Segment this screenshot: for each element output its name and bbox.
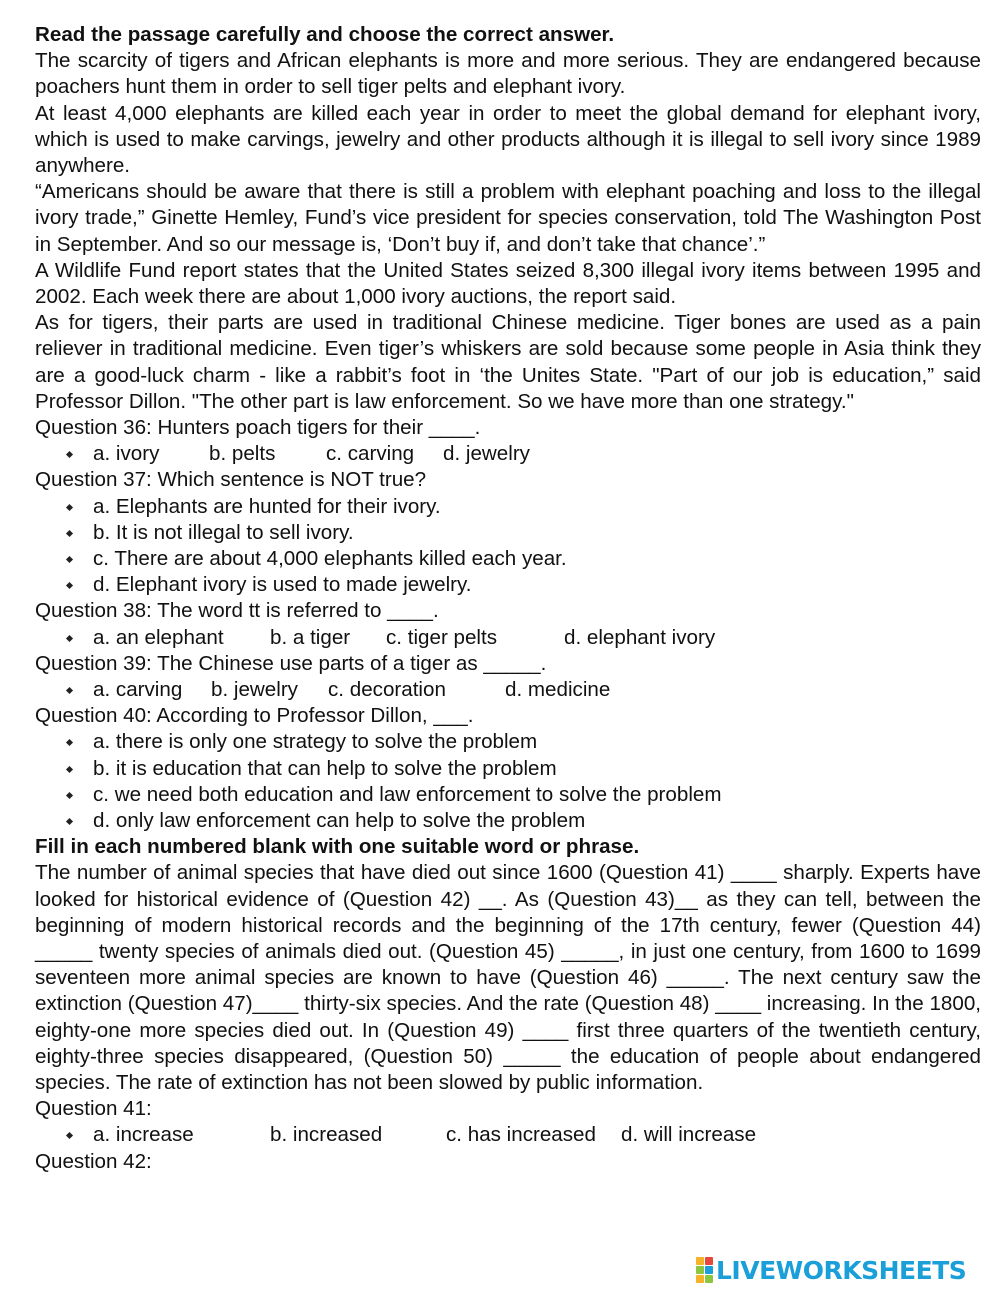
question-37: Question 37: Which sentence is NOT true? — [35, 468, 427, 492]
cloze-passage: The number of animal species that have died out since 1600 (Question 41) ____ sharply. Experts have looked for historical evidence of (Question 42) __. As (Question 43)__ as they can tell, between the beginning of modern historical records and the beginning of the 17th century, fewer (Question 44) _____ twenty species of animals died out. (Question 45) _____, in just one century, from 1600 to 1699 seventeen more animal species are known to have (Question 46) _____. The next century saw the extinction (Question 47)____ thirty-six species. And the rate (Question 48) ____ increasing. In the 1800, eighty-one more species died out. In (Question 49) ____ first three quarters of the twentieth century, eighty-three species disappeared, (Question 50) _____ the education of people about endangered species. The rate of extinction has not been slowed by public information. — [35, 861, 981, 1094]
option-a[interactable]: a. carving — [93, 677, 183, 701]
option-b[interactable]: b. it is education that can help to solve the problem — [35, 756, 981, 782]
option-b[interactable]: b. jewelry — [211, 677, 298, 701]
question-39: Question 39: The Chinese use parts of a tiger as _____. — [35, 651, 547, 675]
question-38: Question 38: The word tt is referred to ____. — [35, 599, 439, 623]
option-a[interactable]: a. there is only one strategy to solve the problem — [35, 729, 981, 755]
option-c[interactable]: c. we need both education and law enforcement to solve the problem — [35, 782, 981, 808]
question-40-options — [35, 729, 981, 834]
question-42: Question 42: — [35, 1149, 152, 1173]
question-41-options — [35, 1122, 981, 1148]
question-36-option-row[interactable] — [35, 441, 981, 467]
question-39-options — [35, 677, 981, 703]
option-d[interactable]: d. only law enforcement can help to solve the problem — [35, 808, 981, 834]
option-c[interactable]: c. decoration — [328, 677, 446, 701]
question-40: Question 40: According to Professor Dillon, ___. — [35, 704, 474, 728]
reading-instruction: Read the passage carefully and choose the correct answer. — [35, 23, 615, 46]
question-38-option-row[interactable] — [35, 625, 981, 651]
passage-paragraph-2: At least 4,000 elephants are killed each year in order to meet the global demand for elephant ivory, which is used to make carvings, jewelry and other products although it is illegal to sell ivory since 1989 anywhere. — [35, 101, 981, 178]
brand-name: LIVEWORKSHEETS — [716, 1255, 967, 1285]
option-c[interactable]: c. has increased — [446, 1123, 596, 1147]
option-b[interactable]: b. increased — [270, 1123, 383, 1147]
option-c[interactable]: c. There are about 4,000 elephants killed each year. — [35, 546, 981, 572]
question-41: Question 41: — [35, 1097, 152, 1121]
passage-paragraph-4: A Wildlife Fund report states that the United States seized 8,300 illegal ivory items between 1995 and 2002. Each week there are about 1,000 ivory auctions, the report said. — [35, 258, 981, 309]
option-a[interactable]: a. increase — [93, 1123, 194, 1147]
option-d[interactable]: d. jewelry — [443, 442, 530, 466]
question-41-option-row[interactable] — [35, 1122, 981, 1148]
question-36: Question 36: Hunters poach tigers for their ____. — [35, 416, 481, 440]
liveworksheets-grid-icon — [696, 1257, 713, 1283]
question-36-options — [35, 441, 981, 467]
passage-paragraph-5: As for tigers, their parts are used in traditional Chinese medicine. Tiger bones are used as a pain reliever in traditional medicine. Even tiger’s whiskers are sold because some people in Asia think they are a good-luck charm - like a rabbit’s foot in ‘the Unites State. "Part of our job is education,” said Professor Dillon. "The other part is law enforcement. So we have more than one strategy." — [35, 311, 981, 413]
passage-paragraph-1: The scarcity of tigers and African elephants is more and more serious. They are endangered because poachers hunt them in order to sell tiger pelts and elephant ivory. — [35, 49, 981, 99]
liveworksheets-logo — [696, 1255, 966, 1285]
question-38-options — [35, 625, 981, 651]
question-37-options — [35, 494, 981, 599]
option-d[interactable]: d. will increase — [621, 1123, 757, 1147]
option-a[interactable]: a. Elephants are hunted for their ivory. — [35, 494, 981, 520]
option-d[interactable]: d. elephant ivory — [564, 625, 716, 649]
option-c[interactable]: c. carving — [326, 442, 415, 466]
option-d[interactable]: d. medicine — [505, 677, 611, 701]
option-d[interactable]: d. Elephant ivory is used to made jewelry. — [35, 572, 981, 598]
question-39-option-row[interactable] — [35, 677, 981, 703]
option-b[interactable]: b. a tiger — [270, 625, 351, 649]
option-a[interactable]: a. ivory — [93, 442, 160, 466]
option-a[interactable]: a. an elephant — [93, 625, 224, 649]
option-b[interactable]: b. It is not illegal to sell ivory. — [35, 520, 981, 546]
passage-paragraph-3: “Americans should be aware that there is still a problem with elephant poaching and loss to the illegal ivory trade,” Ginette Hemley, Fund’s vice president for species conservation, told The Washington Post in September. And so our message is, ‘Don’t buy if, and don’t take that chance’.” — [35, 180, 981, 256]
worksheet — [35, 22, 981, 1175]
option-c[interactable]: c. tiger pelts — [386, 625, 498, 649]
option-b[interactable]: b. pelts — [209, 442, 276, 466]
fill-instruction: Fill in each numbered blank with one suitable word or phrase. — [35, 835, 640, 859]
